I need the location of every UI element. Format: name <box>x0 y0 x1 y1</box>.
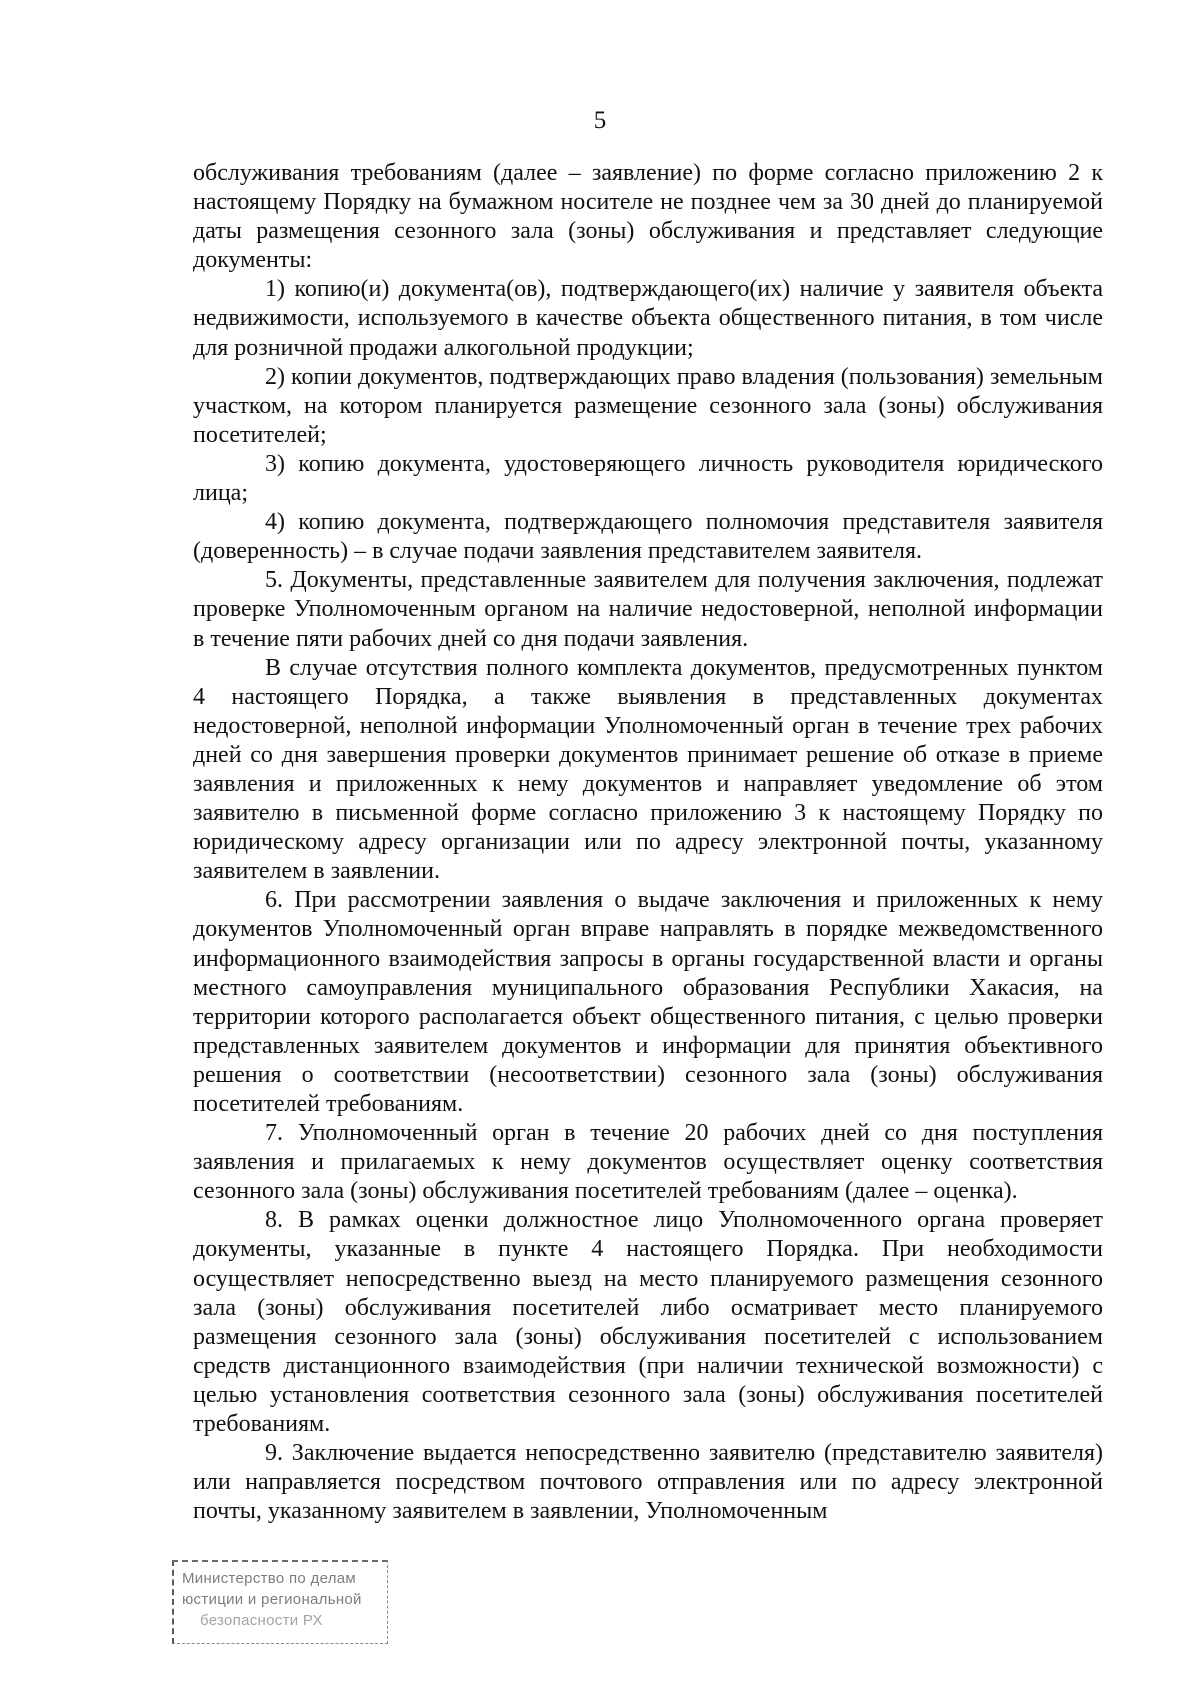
stamp-line-1: Министерство по делам <box>182 1570 357 1587</box>
clause-8: 8. В рамках оценки должностное лицо Уполномоченного органа проверяет документы, указанные в пункте 4 настоящего Порядка. При необходимости осуществляет непосредственно выезд на место планируемого размещения сезонного зала (зоны) обслуживания посетителей либо осматривает место планируемого размещения сезонного зала (зоны) обслуживания посетителей с использованием средств дистанционного взаимодействия (при наличии технической возможности) с целью установления соответствия сезонного зала (зоны) обслуживания посетителей требованиям. <box>193 1207 1103 1438</box>
clause-6: 6. При рассмотрении заявления о выдаче заключения и приложенных к нему документов Уполномоченный орган вправе направлять в порядке межведомственного информационного взаимодействия запросы в органы государственной власти и органы местного самоуправления муниципального образования Республики Хакасия, на территории которого располагается объект общественного питания, с целью проверки представленных заявителем документов и информации для принятия объективного решения о соответствии (несоответствии) сезонного зала (зоны) обслуживания посетителей требованиям. <box>193 887 1103 1117</box>
clause-5-continuation: В случае отсутствия полного комплекта документов, предусмотренных пунктом 4 настоящего Порядка, а также выявления в представленных документах недостоверной, неполной информации Уполномоченный орган в течение трех рабочих дней со дня завершения проверки документов принимает решение об отказе в приеме заявления и приложенных к нему документов и направляет уведомление об этом заявителю в письменной форме согласно приложению 3 к настоящему Порядку по юридическому адресу организации или по адресу электронной почты, указанному заявителем в заявлении. <box>193 654 1103 885</box>
page-number: 5 <box>593 107 607 134</box>
list-item-4: 4) копию документа, подтверждающего полномочия представителя заявителя (доверенность) – в случае подачи заявления представителем заявителя. <box>193 509 1103 565</box>
list-item-1: 1) копию(и) документа(ов), подтверждающего(их) наличие у заявителя объекта недвижимости, используемого в качестве объекта общественного питания, в том числе для розничной продажи алкогольной продукции; <box>193 276 1103 361</box>
stamp-line-2: юстиции и региональной <box>182 1591 362 1608</box>
clause-7: 7. Уполномоченный орган в течение 20 рабочих дней со дня поступления заявления и прилагаемых к нему документов осуществляет оценку соответствия сезонного зала (зоны) обслуживания посетителей требованиям (далее – оценка). <box>193 1120 1103 1205</box>
document-body <box>193 159 1103 1526</box>
clause-9: 9. Заключение выдается непосредственно заявителю (представителю заявителя) или направляется посредством почтового отправления или по адресу электронной почты, указанному заявителем в заявлении, Уполномоченным <box>193 1440 1103 1525</box>
ministry-stamp <box>172 1560 388 1644</box>
paragraph-intro: обслуживания требованиям (далее – заявление) по форме согласно приложению 2 к настоящему Порядку на бумажном носителе не позднее чем за 30 дней до планируемой даты размещения сезонного зала (зоны) обслуживания и представляет следующие документы: <box>193 160 1103 274</box>
list-item-2: 2) копии документов, подтверждающих право владения (пользования) земельным участком, на котором планируется размещение сезонного зала (зоны) обслуживания посетителей; <box>193 363 1103 448</box>
list-item-3: 3) копию документа, удостоверяющего личность руководителя юридического лица; <box>193 450 1103 507</box>
clause-5: 5. Документы, представленные заявителем для получения заключения, подлежат проверке Уполномоченным органом на наличие недостоверной, неполной информации в течение пяти рабочих дней со дня подачи заявления. <box>193 567 1103 652</box>
stamp-line-3: безопасности РХ <box>200 1612 323 1629</box>
